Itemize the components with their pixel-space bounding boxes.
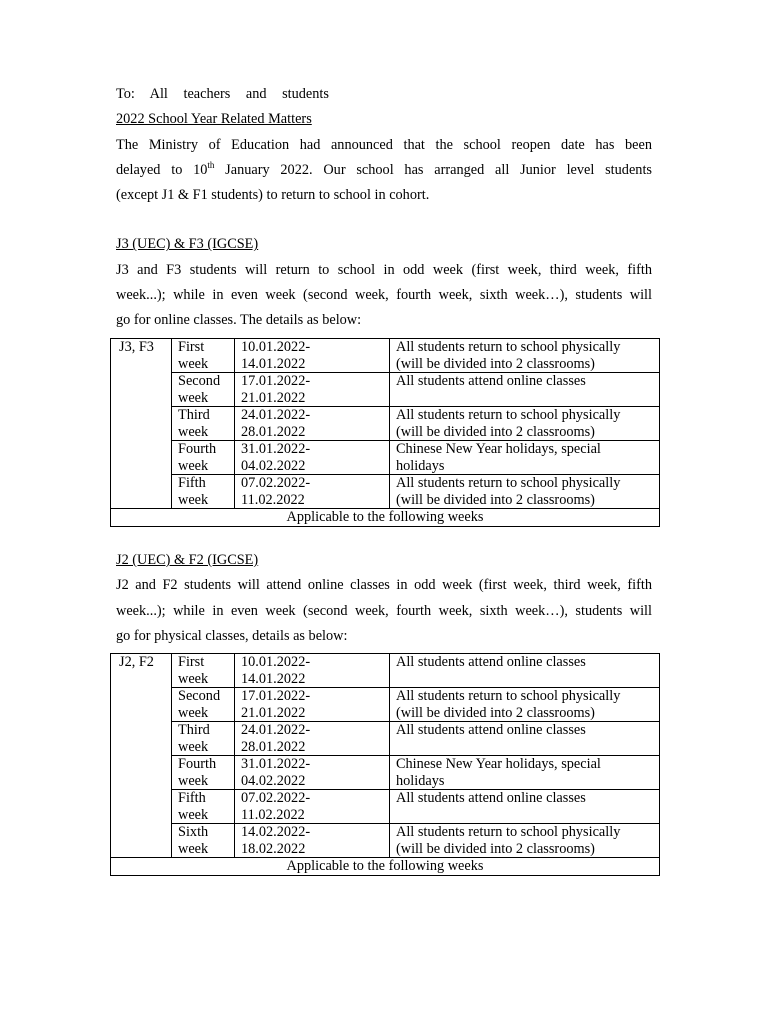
description-cell-line-1: All students return to school physically (396, 407, 621, 423)
week-cell-line-1: Third (178, 407, 210, 423)
description-cell-line-1: All students attend online classes (396, 654, 586, 670)
week-cell (172, 373, 235, 407)
subject-heading: 2022 School Year Related Matters (116, 111, 312, 128)
week-cell (172, 722, 235, 756)
description-cell-line-1: All students attend online classes (396, 373, 586, 389)
section1-para-line-2: week...); while in even week (second week, fourth week, sixth week…), students will (116, 287, 652, 304)
week-cell (172, 756, 235, 790)
week-cell-line-2: week (178, 840, 209, 857)
week-cell-line-1: Third (178, 722, 210, 738)
description-cell-line-1: All students return to school physically (396, 688, 621, 704)
week-cell-line-1: Fourth (178, 441, 217, 457)
description-cell-line-2: (will be divided into 2 classrooms) (396, 355, 595, 372)
description-cell-line-1: All students return to school physically (396, 475, 621, 491)
section1-para-line-1: J3 and F3 students will return to school in odd week (first week, third week, fifth (116, 261, 652, 278)
schedule-row (111, 654, 660, 688)
date-cell (235, 654, 390, 688)
section2-para-line-1: J2 and F2 students will attend online classes in odd week (first week, third week, fifth (116, 577, 652, 594)
description-cell-line-2 (396, 390, 653, 407)
date-cell (235, 339, 390, 373)
date-cell-line-1: 31.01.2022- (241, 756, 311, 772)
section1-heading: J3 (UEC) & F3 (IGCSE) (116, 236, 259, 253)
description-cell-line-1: All students attend online classes (396, 790, 586, 806)
description-cell-line-1: All students return to school physically (396, 824, 621, 840)
intro-line-2a: delayed to 10 (116, 161, 208, 178)
week-cell (172, 441, 235, 475)
schedule-row (111, 475, 660, 509)
week-cell (172, 475, 235, 509)
intro-line-2 (116, 158, 652, 183)
intro-line-2b: January 2022. Our school has arranged all Junior level students (214, 161, 652, 178)
description-cell-line-1: All students attend online classes (396, 722, 586, 738)
description-cell (390, 475, 660, 509)
section2-schedule-table (110, 653, 660, 876)
recipient-line: To: All teachers and students (116, 86, 329, 102)
description-cell (390, 339, 660, 373)
date-cell (235, 824, 390, 858)
description-cell (390, 654, 660, 688)
week-cell-line-1: First (178, 339, 205, 355)
date-cell-line-1: 31.01.2022- (241, 441, 311, 457)
description-cell-line-2: holidays (396, 772, 445, 789)
description-cell (390, 688, 660, 722)
description-cell (390, 790, 660, 824)
date-cell-line-1: 10.01.2022- (241, 654, 311, 670)
week-cell (172, 339, 235, 373)
date-cell (235, 373, 390, 407)
week-cell (172, 824, 235, 858)
date-cell (235, 722, 390, 756)
date-cell-line-2: 21.01.2022 (241, 704, 306, 721)
date-cell-line-1: 24.01.2022- (241, 407, 311, 423)
description-cell-line-1: Chinese New Year holidays, special (396, 756, 601, 772)
schedule-row (111, 407, 660, 441)
table-footer: Applicable to the following weeks (111, 509, 660, 527)
description-cell-line-2: (will be divided into 2 classrooms) (396, 704, 595, 721)
section2-heading: J2 (UEC) & F2 (IGCSE) (116, 552, 259, 568)
description-cell-line-2 (396, 671, 653, 688)
schedule-row (111, 441, 660, 475)
week-cell-line-1: Fifth (178, 790, 206, 806)
date-cell-line-1: 07.02.2022- (241, 475, 311, 491)
date-cell-line-2: 21.01.2022 (241, 389, 306, 406)
section1-para-line-3: go for online classes. The details as below: (116, 312, 362, 329)
week-cell-line-1: Sixth (178, 824, 209, 840)
week-cell-line-2: week (178, 738, 209, 755)
week-cell-line-2: week (178, 355, 209, 372)
description-cell-line-1: Chinese New Year holidays, special (396, 441, 601, 457)
date-cell-line-2: 28.01.2022 (241, 423, 306, 440)
week-cell-line-2: week (178, 423, 209, 440)
date-cell-line-2: 11.02.2022 (241, 491, 305, 508)
date-cell (235, 441, 390, 475)
week-cell (172, 688, 235, 722)
section1-schedule-table (110, 338, 660, 527)
description-cell-line-2: (will be divided into 2 classrooms) (396, 840, 595, 857)
schedule-row (111, 339, 660, 373)
date-cell-line-2: 11.02.2022 (241, 806, 305, 823)
week-cell (172, 654, 235, 688)
week-cell-line-2: week (178, 491, 209, 508)
cohort-label: J3, F3 (111, 339, 172, 509)
intro-line-1: The Ministry of Education had announced that the school reopen date has been (116, 136, 652, 153)
cohort-label: J2, F2 (111, 654, 172, 858)
description-cell (390, 722, 660, 756)
week-cell-line-1: Second (178, 688, 221, 704)
table-footer: Applicable to the following weeks (111, 858, 660, 876)
date-cell-line-2: 14.01.2022 (241, 355, 306, 372)
description-cell (390, 756, 660, 790)
week-cell-line-1: Fourth (178, 756, 217, 772)
date-cell-line-1: 17.01.2022- (241, 373, 311, 389)
week-cell-line-1: Fifth (178, 475, 206, 491)
date-cell-line-2: 28.01.2022 (241, 738, 306, 755)
week-cell-line-1: Second (178, 373, 221, 389)
description-cell-line-2: (will be divided into 2 classrooms) (396, 423, 595, 440)
week-cell-line-2: week (178, 457, 209, 474)
description-cell (390, 441, 660, 475)
week-cell (172, 407, 235, 441)
date-cell-line-1: 14.02.2022- (241, 824, 311, 840)
description-cell (390, 373, 660, 407)
date-cell-line-1: 07.02.2022- (241, 790, 311, 806)
date-cell-line-1: 24.01.2022- (241, 722, 311, 738)
date-cell (235, 688, 390, 722)
intro-line-3: (except J1 & F1 students) to return to school in cohort. (116, 187, 430, 204)
schedule-row (111, 756, 660, 790)
table-footer-row (111, 509, 660, 527)
date-cell-line-2: 04.02.2022 (241, 457, 306, 474)
section2-body (116, 548, 652, 649)
date-cell-line-2: 14.01.2022 (241, 670, 306, 687)
schedule-row (111, 824, 660, 858)
date-cell (235, 756, 390, 790)
schedule-row (111, 722, 660, 756)
date-cell (235, 790, 390, 824)
date-cell (235, 475, 390, 509)
description-cell (390, 407, 660, 441)
week-cell-line-2: week (178, 704, 209, 721)
document-body (116, 82, 652, 334)
description-cell-line-2: (will be divided into 2 classrooms) (396, 491, 595, 508)
schedule-row (111, 373, 660, 407)
intro-superscript: th (207, 160, 215, 171)
week-cell-line-2: week (178, 670, 209, 687)
week-cell-line-2: week (178, 772, 209, 789)
week-cell-line-2: week (178, 806, 209, 823)
week-cell-line-1: First (178, 654, 205, 670)
date-cell-line-2: 04.02.2022 (241, 772, 306, 789)
date-cell-line-1: 10.01.2022- (241, 339, 311, 355)
schedule-row (111, 688, 660, 722)
table-footer-row (111, 858, 660, 876)
description-cell-line-1: All students return to school physically (396, 339, 621, 355)
date-cell-line-2: 18.02.2022 (241, 840, 306, 857)
section2-para-line-3: go for physical classes, details as below: (116, 627, 348, 644)
description-cell (390, 824, 660, 858)
description-cell-line-2 (396, 807, 653, 824)
date-cell-line-1: 17.01.2022- (241, 688, 311, 704)
week-cell-line-2: week (178, 389, 209, 406)
date-cell (235, 407, 390, 441)
description-cell-line-2: holidays (396, 457, 445, 474)
week-cell (172, 790, 235, 824)
description-cell-line-2 (396, 739, 653, 756)
section2-para-line-2: week...); while in even week (second week, fourth week, sixth week…), students will (116, 602, 652, 619)
schedule-row (111, 790, 660, 824)
